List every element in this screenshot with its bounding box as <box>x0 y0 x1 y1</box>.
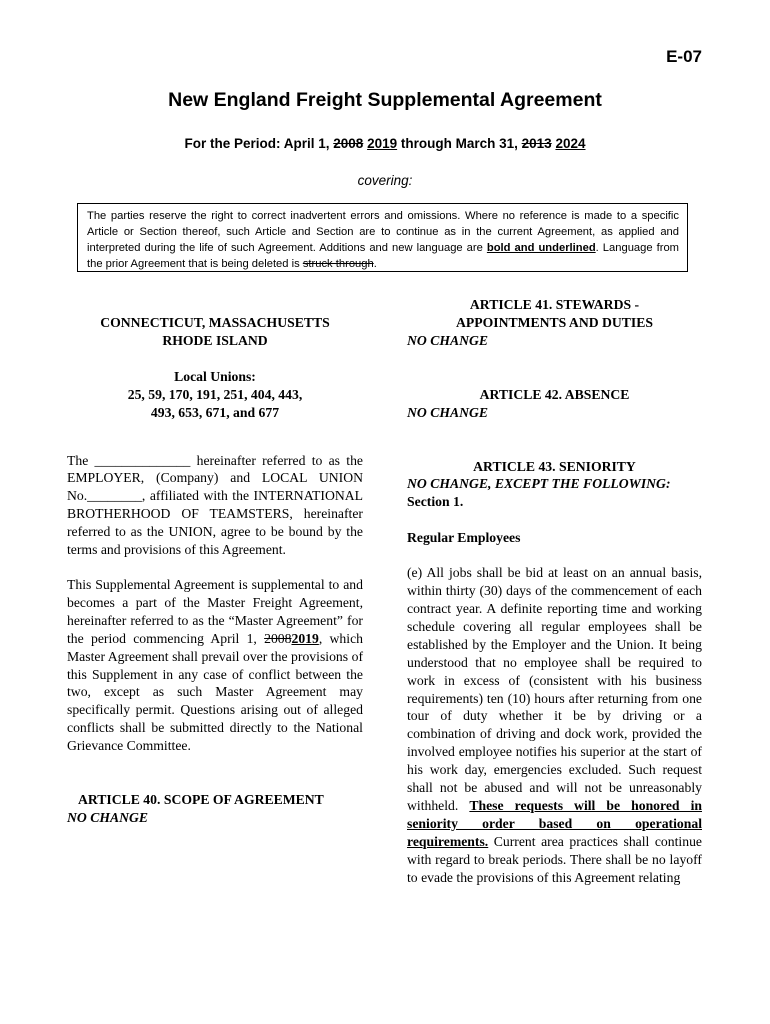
regular-employees-heading: Regular Employees <box>407 530 521 546</box>
article-42-title: ARTICLE 42. ABSENCE <box>479 386 630 402</box>
notice-box <box>77 203 688 272</box>
article-41-title-line-2: APPOINTMENTS AND DUTIES <box>456 314 653 330</box>
supplemental-paragraph <box>67 576 363 755</box>
notice-bold-text: bold and underlined <box>486 242 596 254</box>
period-mid: through March 31, <box>397 136 522 151</box>
notice-text-1: The parties reserve the right to correct inadvertent errors and omissions. Where no reference is made to a specific Article or Section thereof, such Article and Section are to continue as in the current Agreement, as applied and interpreted during the life of such Agreement. Additions and new language are <box>87 210 679 254</box>
article-40-status: NO CHANGE <box>67 809 148 825</box>
states-line-1: CONNECTICUT, MASSACHUSETTS <box>100 315 330 330</box>
paragraph-e <box>407 564 702 886</box>
article-43-status: NO CHANGE, EXCEPT THE FOLLOWING: <box>407 476 671 492</box>
notice-struck-text: struck through <box>302 258 374 270</box>
document-code: E-07 <box>666 47 702 66</box>
period-new-start: 2019 <box>367 136 398 151</box>
local-unions-label: Local Unions: <box>174 368 256 384</box>
period-line <box>0 136 770 151</box>
supplemental-text-a: This Supplemental Agreement is supplemental to and becomes a part of the Master Freight Agreement, hereinafter referred to as the “Master Agreement” for the period commencing April 1, <box>67 576 363 646</box>
paragraph-e-text-a: (e) All jobs shall be bid at least on an annual basis, within thirty (30) days of the commencement of each contract year. A definite reporting time and working schedule covering all regular employees shall be established by the Employer and the Union. It being understood that no employee shall be required to work in excess of (consistent with his business requirements) ten (10) hours after returning from one tour of duty whether it be by driving or a combination of driving and dock work, provided the involved employee notifies his superior at the start of his work day, emergencies excluded. Such request shall not be abused and will not be unreasonably withheld. <box>407 565 702 813</box>
paragraph-e-text-b: Current area practices shall continue with regard to break periods. There shall be no layoff to evade the provisions of this Agreement relating <box>407 833 702 885</box>
supplemental-text-b: , which Master Agreement shall prevail over the provisions of this Supplement in any case of conflict between the two, except as such Master Agreement may specifically permit. Questions arising out of alleged conflicts shall be submitted directly to the National Grievance Committee. <box>67 630 363 754</box>
parties-paragraph: The ______________ hereinafter referred to as the EMPLOYER, (Company) and LOCAL UNION No.________, affiliated with the INTERNATIONAL BROTHERHOOD OF TEAMSTERS, hereinafter referred to as the UNION, agree to be bound by the terms and provisions of this Agreement. <box>67 452 363 558</box>
article-43-title: ARTICLE 43. SENIORITY <box>473 458 636 474</box>
article-41-status: NO CHANGE <box>407 332 488 348</box>
article-42-status: NO CHANGE <box>407 404 488 420</box>
local-unions-line-1: 25, 59, 170, 191, 251, 404, 443, <box>127 386 303 402</box>
period-old-end: 2013 <box>521 136 552 151</box>
right-column <box>407 296 702 886</box>
paragraph-e-new-language: These requests will be honored in seniority order based on operational requirements. <box>407 797 702 849</box>
document-title: New England Freight Supplemental Agreement <box>168 89 602 111</box>
states-line-2: RHODE ISLAND <box>162 332 268 348</box>
covering-label: covering: <box>357 173 413 188</box>
notice-text-2: . Language from the prior Agreement that is being deleted is <box>87 242 679 270</box>
supplemental-old-year: 2008 <box>264 630 292 646</box>
section-heading: Section 1. <box>407 494 464 510</box>
period-prefix: For the Period: April 1, <box>184 136 334 151</box>
notice-text-3: . <box>373 258 377 270</box>
supplemental-new-year: 2019 <box>291 630 319 646</box>
left-column <box>67 314 363 827</box>
local-unions-heading <box>67 368 363 422</box>
article-40-title: ARTICLE 40. SCOPE OF AGREEMENT <box>78 792 324 808</box>
article-41-title-line-1: ARTICLE 41. STEWARDS - <box>469 297 640 312</box>
period-old-start: 2008 <box>333 136 364 151</box>
local-unions-line-2: 493, 653, 671, and 677 <box>150 404 280 420</box>
article-41-title <box>407 296 702 332</box>
states-heading <box>67 314 363 350</box>
period-new-end: 2024 <box>555 136 586 151</box>
